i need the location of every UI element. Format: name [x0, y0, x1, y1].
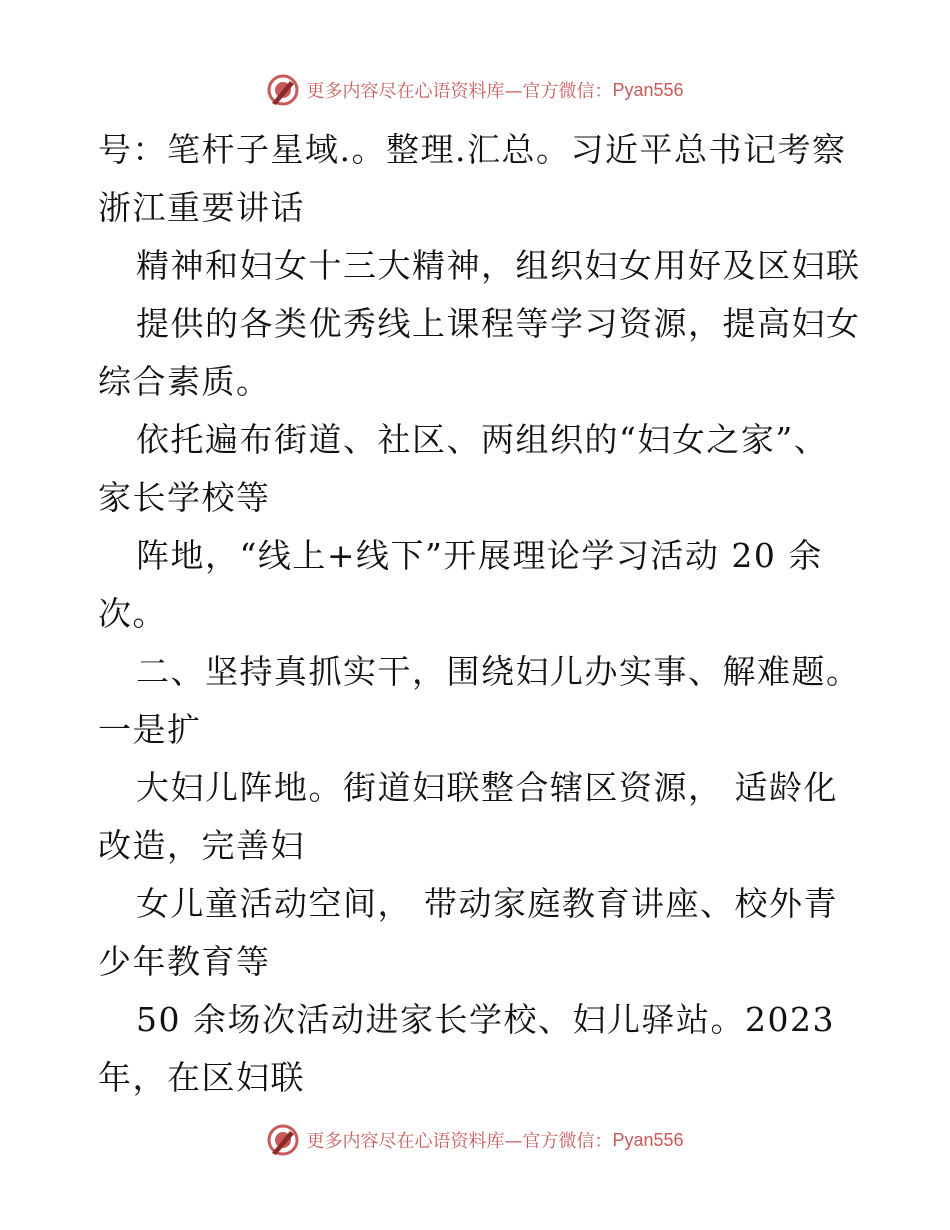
- pen-logo-icon: [266, 73, 300, 107]
- text-line: 精神和妇女十三大精神，组织妇女用好及区妇联: [136, 246, 861, 285]
- footer-banner-text: 更多内容尽在心语资料库—官方微信：: [306, 1131, 613, 1152]
- body-text: [98, 121, 861, 1107]
- text-line: 次。: [98, 594, 167, 633]
- text-line: 综合素质。: [98, 362, 271, 401]
- text-line: 号：笔杆子星域.。整理.汇总。习近平总书记考察: [98, 130, 847, 169]
- footer-watermark-banner: [0, 1122, 950, 1158]
- text-line: 大妇儿阵地。街道妇联整合辖区资源， 适龄化: [136, 768, 838, 807]
- text-line: 女儿童活动空间， 带动家庭教育讲座、校外青: [136, 884, 838, 923]
- footer-wechat-id: Pyan556: [612, 1129, 684, 1150]
- header-wechat-id: Pyan556: [612, 79, 684, 100]
- text-line: 50 余场次活动进家长学校、妇儿驿站。2023: [136, 1000, 835, 1039]
- text-line: 改造，完善妇: [98, 826, 305, 865]
- text-line: 家长学校等: [98, 478, 271, 517]
- text-line: 二、坚持真抓实干，围绕妇儿办实事、解难题。: [136, 652, 861, 691]
- text-line: 浙江重要讲话: [98, 188, 305, 227]
- text-line: 一是扩: [98, 710, 202, 749]
- header-banner-text: 更多内容尽在心语资料库—官方微信：: [306, 81, 613, 102]
- text-line: 提供的各类优秀线上课程等学习资源，提高妇女: [136, 304, 861, 343]
- header-watermark-banner: [0, 72, 950, 108]
- text-line: 阵地，“线上+线下”开展理论学习活动 20 余: [136, 536, 823, 575]
- text-line: 年，在区妇联: [98, 1058, 305, 1097]
- text-line: 少年教育等: [98, 942, 271, 981]
- text-line: 依托遍布街道、社区、两组织的“妇女之家”、: [136, 420, 829, 459]
- pen-logo-icon: [266, 1123, 300, 1157]
